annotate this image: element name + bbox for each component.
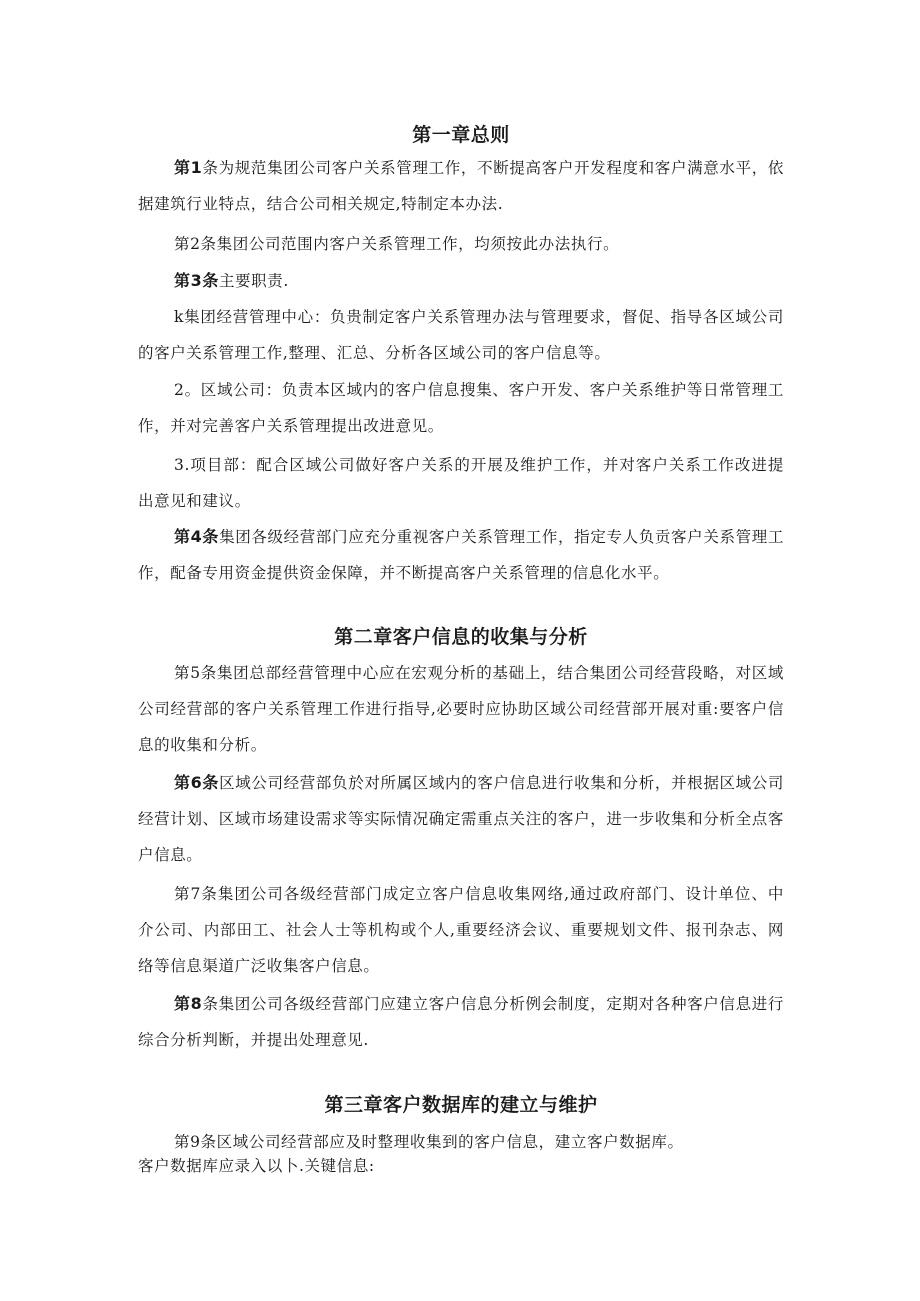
article-1-text: 条为规范集团公司客户关系管理工作，不断提高客户开发程度和客户满意水平，依据建筑行业特点，结合公司相关规定,特制定本办法. bbox=[138, 159, 784, 213]
article-3-lead: 第3条 bbox=[174, 271, 219, 290]
duty-2: 2。区域公司：负责本区域内的客户信息搜集、客户开发、客户关系维护等日常管理工作，并对完善客户关系管理提出改进意见。 bbox=[138, 381, 784, 435]
article-6-lead: 第6条 bbox=[174, 773, 220, 792]
chapter-2-title: 第二章客户信息的收集与分析 bbox=[334, 626, 588, 648]
duty-1: k集团经营管理中心：负贵制定客户关系管理办法与管理要求，督促、指导各区域公司的客户关系管理工作,整理、汇总、分析各区域公司的客户信息等。 bbox=[138, 308, 784, 362]
article-7: 第7条集团公司各级经营部门成定立客户信息收集网络,通过政府部门、设计单位、中介公司、内部田工、社会人士等机构或个人,重要经济会议、重要规划文件、报刊杂志、网络等信息渠道广泛收集客户信息。 bbox=[138, 885, 784, 975]
article-4 bbox=[138, 519, 784, 591]
duty-3: 3.项目部：配合区域公司做好客户关系的开展及维护工作，并对客户关系工作改进提出意见和建议。 bbox=[138, 456, 784, 510]
article-9: 第9条区域公司经营部应及时整理收集到的客户信息，建立客户数据库。 bbox=[174, 1133, 684, 1151]
article-9-continued: 客户数据库应录入以卜.关键信息: bbox=[138, 1157, 375, 1175]
article-4-lead: 第4条 bbox=[174, 527, 220, 546]
article-8-lead: 第8 bbox=[174, 994, 203, 1013]
article-4-text: 集团各级经营部门应充分重视客户关系管理工作，指定专人负贡客户关系管理工作，配备专用资金提供资金保障，并不断提高客户关系管理的信息化水平。 bbox=[138, 528, 784, 582]
article-1-lead: 第1 bbox=[174, 158, 203, 177]
article-3-text: 主要职责. bbox=[218, 272, 289, 290]
article-8-text: 条集团公司各级经营部门应建立客户信息分析例会制度，定期对各种客户信息进行综合分析判断，并提出处理意见. bbox=[138, 995, 784, 1049]
article-2: 第2条集团公司范围内客户关系管理工作，均须按此办法执行。 bbox=[174, 235, 620, 253]
article-1 bbox=[138, 150, 784, 222]
article-5: 第5条集团总部经营管理中心应在宏观分析的基础上，结合集团公司经营段略，对区域公司经营部的客户关系管理工作进行指导,必要时应协助区域公司经营部开展对重:要客户信息的收集和分析。 bbox=[138, 664, 784, 754]
chapter-3-title: 第三章客户数据库的建立与维护 bbox=[324, 1094, 598, 1116]
article-3 bbox=[138, 263, 784, 299]
article-6 bbox=[138, 765, 784, 873]
chapter-1-title: 第一章总则 bbox=[412, 124, 510, 146]
article-6-text: 区域公司经营部负於对所属区域内的客户信息进行收集和分析，并根据区域公司经营计划、区域市场建设需求等实际情况确定需重点关注的客户，进一步收集和分析全点客户信息。 bbox=[138, 774, 784, 864]
article-8 bbox=[138, 986, 784, 1058]
